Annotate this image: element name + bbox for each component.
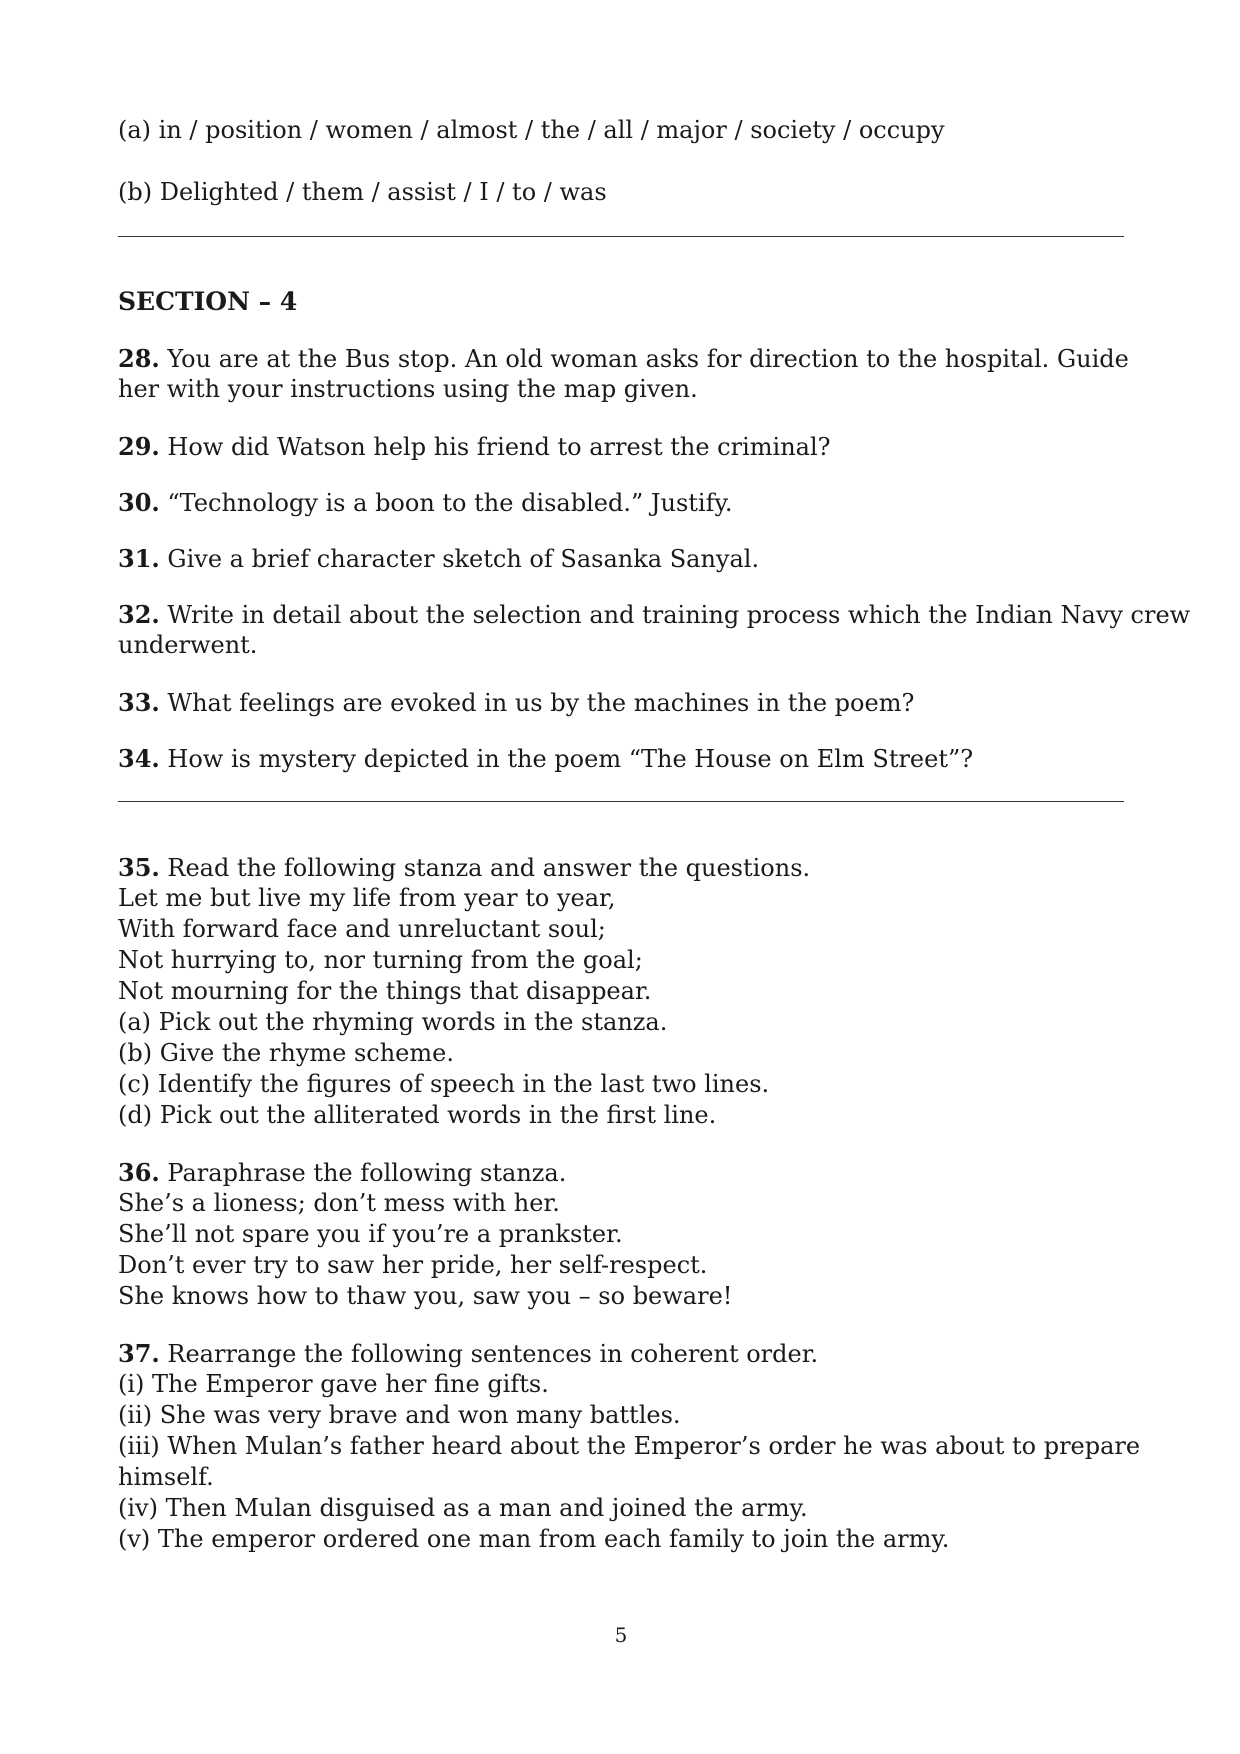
page-number: 5 bbox=[614, 1623, 628, 1647]
question-text: “Technology is a boon to the disabled.” Justify. bbox=[167, 489, 733, 517]
question-35-intro bbox=[118, 852, 810, 884]
question-number: 36. bbox=[118, 1158, 160, 1187]
stanza-line: With forward face and unreluctant soul; bbox=[118, 915, 606, 943]
stanza-line: She knows how to thaw you, saw you – so beware! bbox=[118, 1282, 733, 1310]
question-28-line-1 bbox=[118, 343, 1129, 375]
sub-question: (c) Identify the figures of speech in the last two lines. bbox=[118, 1070, 770, 1098]
question-32-line-1 bbox=[118, 599, 1191, 631]
question-36-intro bbox=[118, 1157, 566, 1189]
jumbled-sentence-a: (a) in / position / women / almost / the / all / major / society / occupy bbox=[118, 116, 945, 144]
question-number: 30. bbox=[118, 488, 160, 517]
stanza-line: Let me but live my life from year to year, bbox=[118, 884, 616, 912]
question-29 bbox=[118, 431, 831, 463]
question-number: 37. bbox=[118, 1339, 160, 1368]
stanza-line: Don’t ever try to saw her pride, her self-respect. bbox=[118, 1251, 708, 1279]
question-28-line-2: her with your instructions using the map given. bbox=[118, 375, 698, 403]
stanza-line: She’s a lioness; don’t mess with her. bbox=[118, 1189, 560, 1217]
sentence-item: (i) The Emperor gave her fine gifts. bbox=[118, 1370, 549, 1398]
sub-question: (b) Give the rhyme scheme. bbox=[118, 1039, 454, 1067]
question-text: How did Watson help his friend to arrest the criminal? bbox=[167, 433, 831, 461]
question-number: 35. bbox=[118, 853, 160, 882]
sentence-item: (v) The emperor ordered one man from each family to join the army. bbox=[118, 1525, 950, 1553]
question-31 bbox=[118, 543, 759, 575]
sentence-item: (ii) She was very brave and won many battles. bbox=[118, 1401, 681, 1429]
sub-question: (d) Pick out the alliterated words in the first line. bbox=[118, 1101, 717, 1129]
section-divider bbox=[118, 236, 1124, 237]
question-30 bbox=[118, 487, 732, 519]
section-heading: SECTION – 4 bbox=[118, 287, 298, 316]
stanza-line: Not mourning for the things that disappear. bbox=[118, 977, 652, 1005]
sentence-item-continuation: himself. bbox=[118, 1463, 214, 1491]
question-34 bbox=[118, 743, 973, 775]
question-number: 28. bbox=[118, 344, 160, 373]
question-number: 29. bbox=[118, 432, 160, 461]
question-33 bbox=[118, 687, 914, 719]
question-number: 33. bbox=[118, 688, 160, 717]
sub-question: (a) Pick out the rhyming words in the stanza. bbox=[118, 1008, 668, 1036]
question-text: Paraphrase the following stanza. bbox=[167, 1159, 567, 1187]
question-text: What feelings are evoked in us by the machines in the poem? bbox=[167, 689, 915, 717]
question-text: Read the following stanza and answer the questions. bbox=[167, 854, 811, 882]
question-32-line-2: underwent. bbox=[118, 631, 258, 659]
question-number: 31. bbox=[118, 544, 160, 573]
question-text: How is mystery depicted in the poem “The House on Elm Street”? bbox=[167, 745, 974, 773]
question-text: Rearrange the following sentences in coherent order. bbox=[167, 1340, 819, 1368]
section-divider bbox=[118, 801, 1124, 802]
stanza-line: She’ll not spare you if you’re a prankster. bbox=[118, 1220, 623, 1248]
question-37-intro bbox=[118, 1338, 818, 1370]
question-number: 32. bbox=[118, 600, 160, 629]
exam-page bbox=[118, 0, 1191, 1754]
question-text: You are at the Bus stop. An old woman asks for direction to the hospital. Guide bbox=[167, 345, 1129, 373]
sentence-item: (iii) When Mulan’s father heard about the Emperor’s order he was about to prepare bbox=[118, 1432, 1141, 1460]
sentence-item: (iv) Then Mulan disguised as a man and joined the army. bbox=[118, 1494, 808, 1522]
stanza-line: Not hurrying to, nor turning from the goal; bbox=[118, 946, 643, 974]
question-text: Write in detail about the selection and training process which the Indian Navy crew bbox=[167, 601, 1191, 629]
jumbled-sentence-b: (b) Delighted / them / assist / I / to / was bbox=[118, 178, 607, 206]
question-number: 34. bbox=[118, 744, 160, 773]
question-text: Give a brief character sketch of Sasanka Sanyal. bbox=[167, 545, 760, 573]
